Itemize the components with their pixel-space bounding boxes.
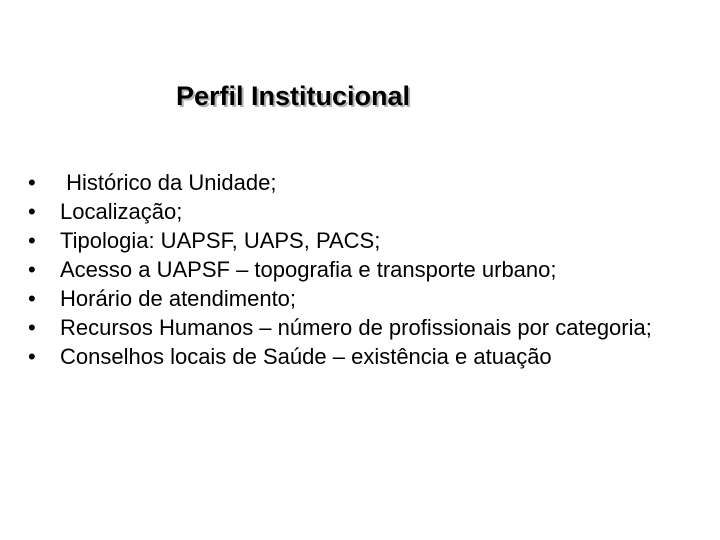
list-item xyxy=(28,197,708,226)
bullet-icon: • xyxy=(28,228,36,253)
list-item-text: Localização; xyxy=(60,199,183,224)
list-item-text: Horário de atendimento; xyxy=(60,286,297,311)
list-item-text: Histórico da Unidade; xyxy=(60,170,277,195)
slide-title: Perfil Institucional xyxy=(176,81,411,111)
list-item-text: Recursos Humanos – número de profissionais por categoria; xyxy=(60,315,652,340)
bullet-list xyxy=(28,168,708,371)
list-item xyxy=(28,255,708,284)
bullet-icon: • xyxy=(28,257,36,282)
bullet-icon: • xyxy=(28,286,36,311)
list-item xyxy=(28,342,708,371)
list-item xyxy=(28,313,708,342)
list-item xyxy=(28,284,708,313)
list-item xyxy=(28,226,708,255)
list-item-text: Conselhos locais de Saúde – existência e atuação xyxy=(60,344,552,369)
list-item xyxy=(28,168,708,197)
bullet-icon: • xyxy=(28,344,36,369)
list-item-text: Acesso a UAPSF – topografia e transporte urbano; xyxy=(60,257,557,282)
bullet-icon: • xyxy=(28,315,36,340)
bullet-icon: • xyxy=(28,199,36,224)
list-item-text: Tipologia: UAPSF, UAPS, PACS; xyxy=(60,228,381,253)
bullet-icon: • xyxy=(28,170,36,195)
